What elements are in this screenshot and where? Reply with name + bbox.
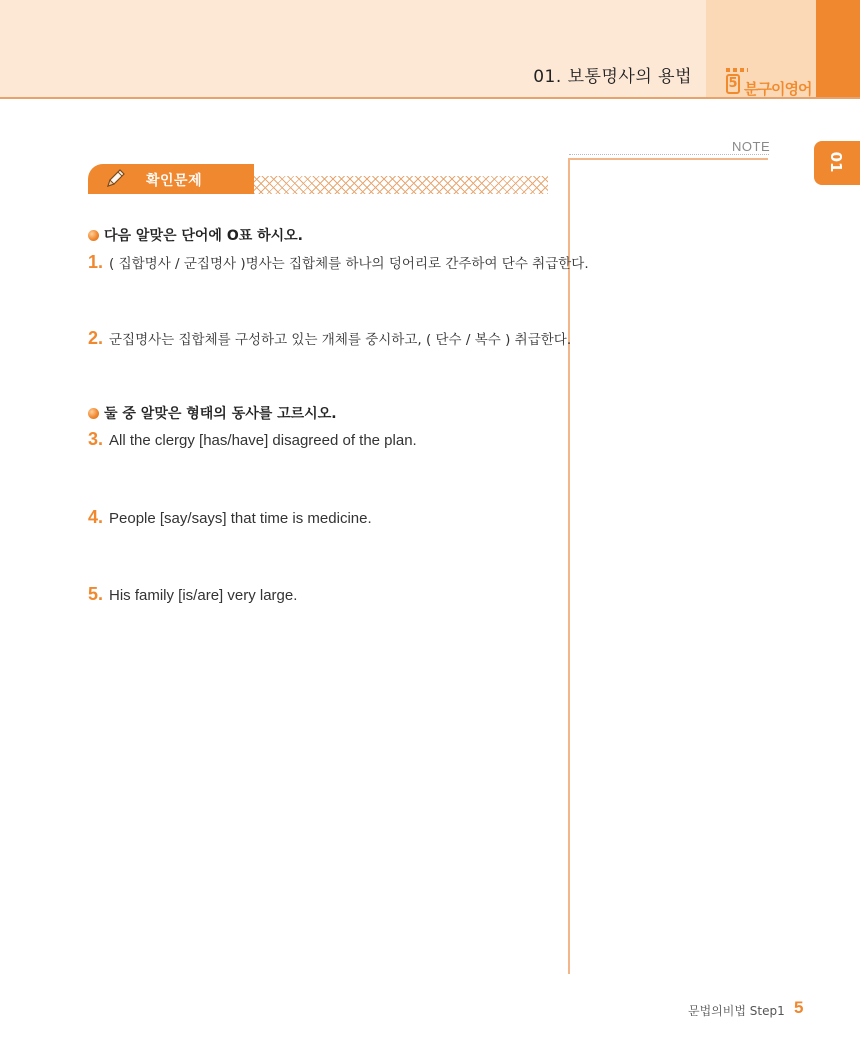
question-item <box>88 328 571 349</box>
question-text: People [say/says] that time is medicine. <box>109 510 372 527</box>
question-item <box>88 252 589 273</box>
question-item <box>88 507 372 528</box>
question-item <box>88 429 417 450</box>
section-heading <box>88 225 303 245</box>
chapter-tab-label: 01 <box>827 151 845 173</box>
question-number: 4. <box>88 507 104 527</box>
question-text: 군집명사는 집합체를 구성하고 있는 개체를 중시하고, ( 단수 / 복수 ) 취급한다. <box>109 332 572 348</box>
banner-label: 확인문제 <box>146 173 203 189</box>
banner-hatch-decoration <box>254 176 548 194</box>
header-accent-block <box>816 0 860 98</box>
question-text: ( 집합명사 / 군집명사 )명사는 집합체를 하나의 덩어리로 간주하여 단수 취급한다. <box>109 256 589 272</box>
logo-dots-decoration <box>726 68 748 72</box>
brand-logo <box>722 64 812 98</box>
page-number: 5 <box>794 998 804 1017</box>
question-number: 1. <box>88 252 104 272</box>
question-text: All the clergy [has/have] disagreed of the plan. <box>109 432 417 449</box>
question-number: 3. <box>88 429 104 449</box>
question-number: 5. <box>88 584 104 604</box>
note-dotted-rule <box>569 154 769 155</box>
note-column-rule <box>568 158 570 974</box>
section-heading-text: 둘 중 알맞은 형태의 동사를 고르시오. <box>104 406 337 422</box>
bullet-icon <box>88 408 99 419</box>
pencil-icon <box>104 168 128 190</box>
question-item <box>88 584 297 605</box>
question-number: 2. <box>88 328 104 348</box>
note-label: NOTE <box>732 139 771 154</box>
chapter-tab[interactable] <box>814 141 860 185</box>
logo-text: 분구이영어 <box>744 80 812 98</box>
question-text: His family [is/are] very large. <box>109 587 298 604</box>
section-heading-text: 다음 알맞은 단어에 O표 하시오. <box>104 228 304 244</box>
section-heading <box>88 403 337 423</box>
footer-book-title: 문법의비법 Step1 <box>688 1004 785 1018</box>
logo-digit: 5 <box>726 74 740 94</box>
note-top-rule <box>568 158 768 160</box>
section-banner <box>88 164 254 194</box>
bullet-icon <box>88 230 99 241</box>
page-title: 01. 보통명사의 용법 <box>533 67 692 87</box>
